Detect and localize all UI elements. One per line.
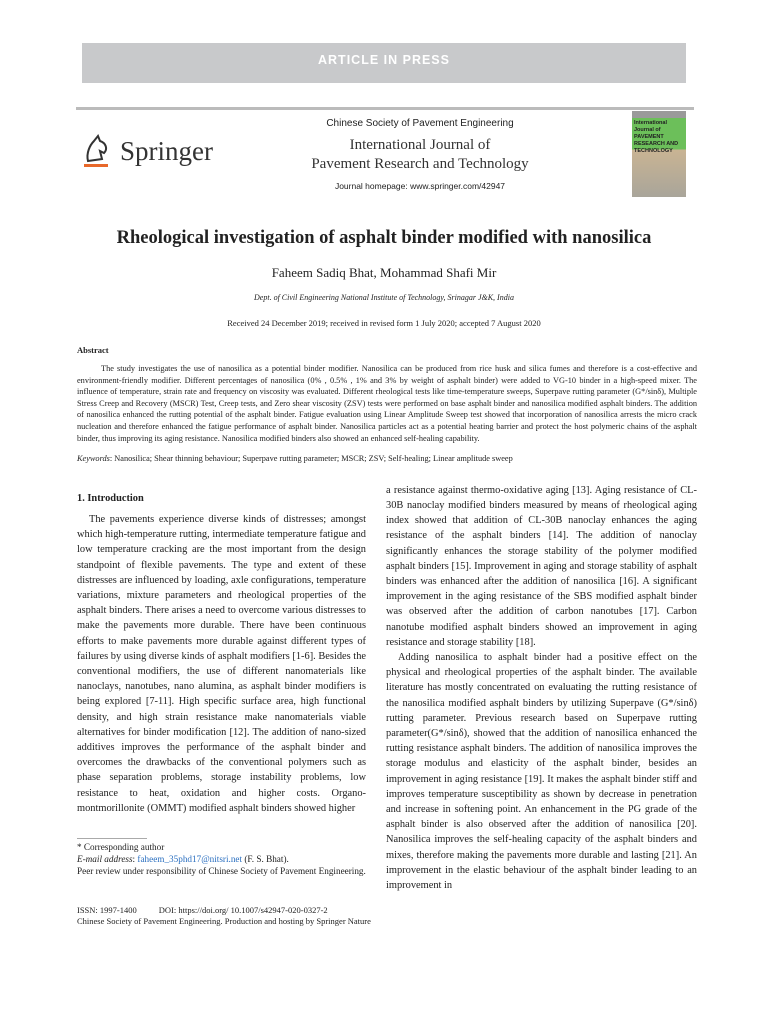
journal-title: International Journal of Pavement Research and Technology (311, 137, 529, 172)
society-name: Chinese Society of Pavement Engineering (326, 118, 514, 129)
header-divider (76, 107, 694, 110)
article-title: Rheological investigation of asphalt binder modified with nanosilica (116, 228, 652, 248)
journal-cover-image: International Journal of PAVEMENT RESEARCH AND TECHNOLOGY (632, 111, 686, 197)
journal-homepage[interactable]: Journal homepage: www.springer.com/42947 (334, 181, 506, 191)
abstract-text: The study investigates the use of nanosilica as a potential binder modifier. Nanosilica can be produced from rice husk and silica fumes and therefore is a cost-effective and environment-friendly modifier. Different percentages of nanosilica (0% , 0.5% , 1% and 3% by weight of asphalt binder) were added to VG-10 binder in a high-speed mixer. The influence of temperature, strain rate and frequency on viscosity was evaluated. Different rheological tests like time-temperature sweeps, Superpave rutting parameter (G*/sinδ), Multiple Stress Creep and Recovery (MSCR) Test, Creep tests, and Zero shear viscosity (ZSV) tests were performed on base asphalt binder and nanosilica modified asphalt binders. The addition of nanosilica enhanced the rutting potential of the asphalt binder. Fatigue evaluation using Linear Amplitude Sweep test showed that incorporation of nanosilica arrests the micro crack nucleation and therefore enhanced the fatigue performance of asphalt binder. Nanosilica particles act as a potential heating barrier and protect the host polymeric chains of the asphalt binder, thus improving its aging resistance. Nanosilica modified binders also showed an enhanced self-healing capability. (77, 364, 697, 443)
two-column-body (77, 483, 697, 893)
article-in-press-banner: ARTICLE IN PRESS (82, 43, 686, 83)
section-heading-introduction: 1. Introduction (77, 492, 144, 504)
paragraph: The pavements experience diverse kinds of distresses; amongst which high-temperature rutting, intermediate temperature fatigue and low temperature cracking are the most important from the design standpoint of flexible pavements. The type and extent of these distresses are influenced by loading, axle configurations, temperature variations, mixture parameters and rheological properties of the asphalt binders. There arises a need to overcome various distresses to make the pavements more durable. There have been continuous efforts to make pavements more durable against different types of failures by using diverse kinds of asphalt modifiers [1-6]. Besides the conventional modifiers, the use of different nanomaterials like nanoclays, nanotubes, nano alumina, as asphalt binder modifiers is being explored [7-11]. High specific surface area, high functional density, and high strain resistance make nanomaterials viable alternatives for binder modification [12]. The addition of nano-sized additives improves the performance of the asphalt binder and overcomes the drawbacks of the conventional polymers such as phase separation problems, storage instability problems, low resistance to heat, oxidation and higher costs. Organo-montmorillonite (OMMT) modified asphalt binders showed higher (77, 513, 366, 814)
paragraph: a resistance against thermo-oxidative aging [13]. Aging resistance of CL-30B nanoclay modified binders measured by means of rheological aging index showed that addition of CL-30B nanoclay enhances the aging resistance of the asphalt binders [14]. The addition of nanoclay significantly enhances the storage stability of the polymer modified asphalt binders [15]. Improvement in aging and storage stability of asphalt binders was enhanced after the addition of nanosilica [16]. A significant improvement in the aging resistance of the SBS modified asphalt binder was observed after the addition of carbon nanotubes [17]. Carbon nanotube modified asphalt binders showed an improvement in aging resistance and storage stability [18]. (386, 484, 697, 648)
received-dates: Received 24 December 2019; received in revised form 1 July 2020; accepted 7 August 2020 (227, 318, 541, 328)
doi-link[interactable]: DOI: https://doi.org/ 10.1007/s42947-020-0327-2 (158, 905, 328, 916)
keywords: Keywords: Nanosilica; Shear thinning behaviour; Superpave rutting parameter; MSCR; ZSV; Self-healing; Linear amplitude sweep (77, 454, 513, 464)
footnote: * Corresponding author E-mail address: faheem_35phd17@nitsri.net (F. S. Bhat). Peer review under responsibility of Chinese Society of Pavement Engineering. (77, 842, 366, 877)
paragraph: Adding nanosilica to asphalt binder had a positive effect on the physical and rheological properties of the asphalt binder. The available literature has mostly concentrated on evaluating the rutting resistance of the nanosilica modified asphalt binders by utilizing Superpave (G*/sinδ) rutting parameter. Previous research based on Superpave rutting parameter(G*/sinδ), showed that the addition of nanosilica enhanced the rutting resistance asphalt binders. The addition of nanosilica improves the storage modulus and elasticity of the asphalt binder, besides an improvement in aging resistance [19]. It makes the asphalt binder stiff and improves temperature susceptibility as shown by decrease in penetration and increase in softening point. An enhancement in the PG grade of the asphalt binder is also observed after the addition of nanosilica [20]. Nanosilica improves the self-healing capacity of the asphalt binders and mixes, therefore making the pavements more durable and lasting [21]. An improvement in the elastic behaviour of the asphalt binder leading to an improvement in (386, 651, 697, 892)
authors: Faheem Sadiq Bhat, Mohammad Shafi Mir (271, 265, 497, 280)
left-column (77, 483, 366, 877)
right-column (386, 483, 697, 893)
affiliation: Dept. of Civil Engineering National Institute of Technology, Srinagar J&K, India (254, 293, 514, 302)
article-body (77, 345, 697, 946)
abstract-heading: Abstract (77, 345, 109, 355)
issn: ISSN: 1997-1400 (77, 905, 137, 916)
author-email-link[interactable]: faheem_35phd17@nitsri.net (137, 854, 243, 865)
production-note: Chinese Society of Pavement Engineering. Production and hosting by Springer Nature (77, 915, 371, 926)
page-footer (77, 905, 697, 926)
footnote-divider (77, 838, 147, 839)
springer-horse-icon (80, 133, 114, 169)
springer-logo: Springer (80, 133, 213, 169)
